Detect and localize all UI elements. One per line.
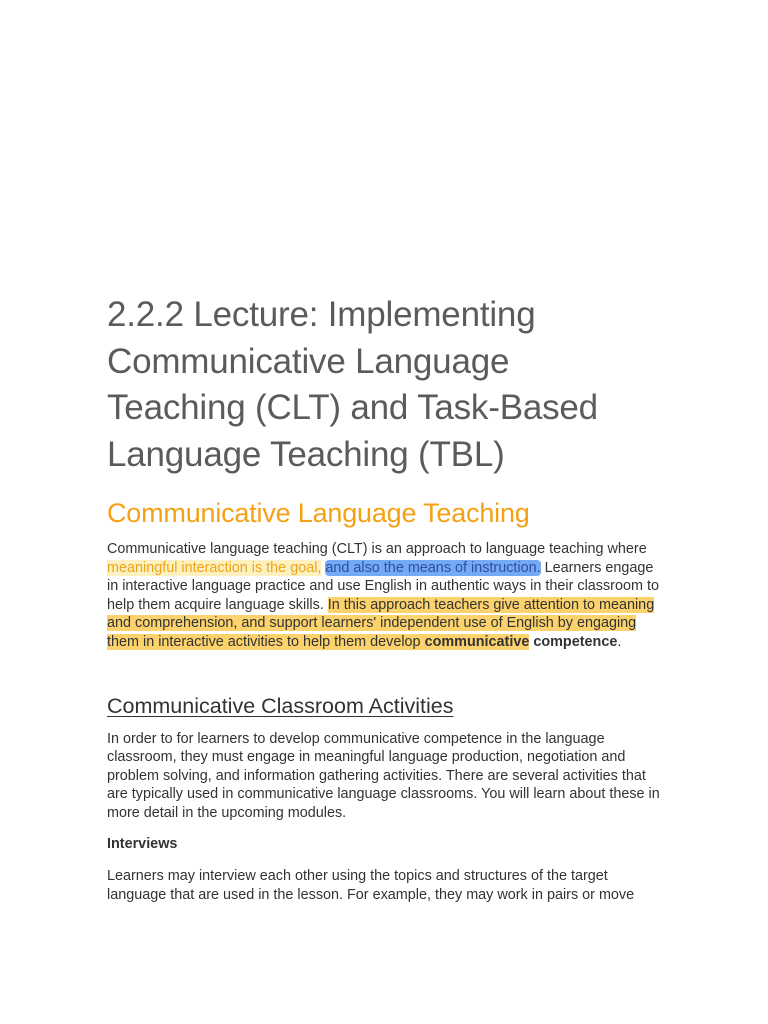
document-page bbox=[107, 292, 667, 904]
title-line: Language Teaching (TBL) bbox=[107, 434, 505, 474]
subheading-activities: Communicative Classroom Activities bbox=[107, 693, 454, 718]
title-line: 2.2.2 Lecture: Implementing bbox=[107, 295, 536, 334]
highlight-pale: meaningful interaction bbox=[107, 559, 248, 576]
interviews-paragraph: Learners may interview each other using the topics and structures of the target language that are used in the lesson. For example, they may work in pairs or move bbox=[107, 868, 635, 903]
title-line: Teaching (CLT) and Task-Based bbox=[107, 388, 598, 427]
interviews-heading: Interviews bbox=[107, 835, 178, 852]
intro-text: Communicative language teaching (CLT) is an approach to language teaching where bbox=[107, 541, 647, 557]
period: . bbox=[617, 633, 622, 650]
bold-term: competence bbox=[533, 633, 618, 650]
highlight-yellow: In this approach teachers give attention to meaning and comprehension, and support learners' independent use of English by engaging them in interactive activities to help them develop bbox=[107, 596, 655, 650]
activities-paragraph: In order to for learners to develop communicative competence in the language classroom, they must engage in meaningful language production, negotiation and problem solving, and information gathering activities. There are several activities that are typically used in communicative language classrooms. You will learn about these in more detail in the upcoming modules. bbox=[107, 730, 660, 821]
highlight-yellow-bold: communicative bbox=[424, 633, 530, 650]
highlight-pale-continuation: is the goal, bbox=[247, 559, 322, 576]
title-line: Communicative Language bbox=[107, 341, 510, 381]
highlight-blue: and also the means of instruction. bbox=[325, 559, 541, 576]
section-heading: Communicative Language Teaching bbox=[107, 498, 530, 528]
intro-paragraph bbox=[107, 540, 667, 652]
page-title bbox=[107, 292, 667, 478]
intro-text: Learners engage in interactive language practice and use English in authentic ways in their classroom to help them acquire language skills. bbox=[107, 559, 659, 613]
